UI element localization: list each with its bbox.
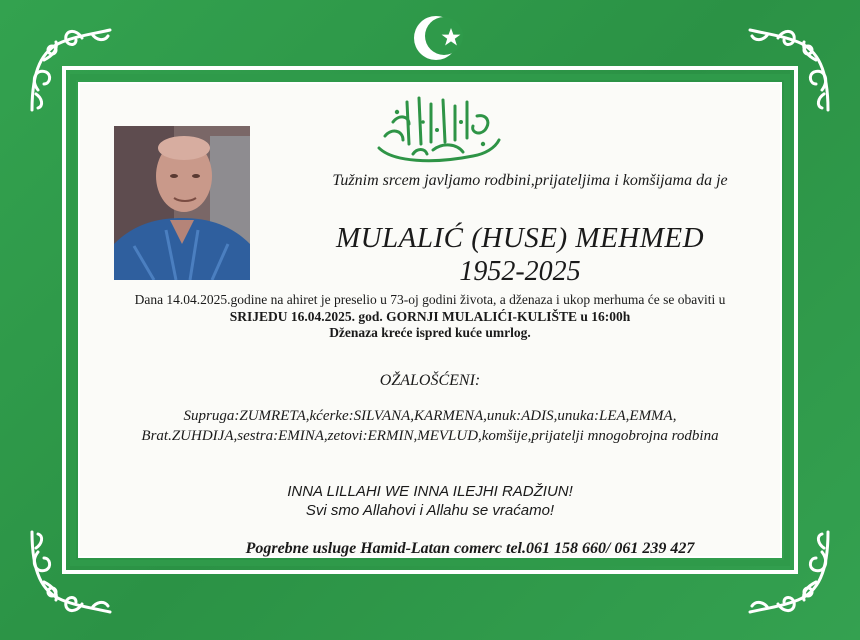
- crescent-star-icon: [410, 10, 466, 66]
- deceased-portrait-photo: [114, 126, 250, 280]
- funeral-details-line-2: SRIJEDU 16.04.2025. god. GORNJI MULALIĆI-KULIŠTE u 16:00h: [229, 309, 631, 324]
- life-years: 1952-2025: [459, 256, 581, 287]
- funeral-details-line-3: Dženaza kreće ispred kuće umrlog.: [329, 325, 531, 340]
- prayer-line-1: INNA LILLAHI WE INNA ILEJHI RADŽIUN!: [287, 483, 573, 500]
- intro-text: Tužnim srcem javljamo rodbini,prijateljima i komšijama da je: [332, 172, 728, 189]
- funeral-details-line-1: Dana 14.04.2025.godine na ahiret je preselio u 73-oj godini života, a dženaza i ukop merhuma će se obaviti u: [134, 292, 726, 307]
- arabic-calligraphy-icon: [373, 92, 503, 168]
- deceased-name: MULALIĆ (HUSE) MEHMED: [335, 222, 705, 254]
- mourners-line-1: Supruga:ZUMRETA,kćerke:SILVANA,KARMENA,unuk:ADIS,unuka:LEA,EMMA,: [183, 408, 677, 424]
- mourners-heading: OŽALOŠĆENI:: [379, 372, 481, 389]
- prayer-line-2: Svi smo Allahovi i Allahu se vraćamo!: [305, 502, 555, 519]
- funeral-service-footer: Pogrebne usluge Hamid-Latan comerc tel.061 158 660/ 061 239 427: [245, 540, 695, 557]
- mourners-line-2: Brat.ZUHDIJA,sestra:EMINA,zetovi:ERMIN,MEVLUD,komšije,prijatelji mnogobrojna rodbina: [141, 428, 719, 444]
